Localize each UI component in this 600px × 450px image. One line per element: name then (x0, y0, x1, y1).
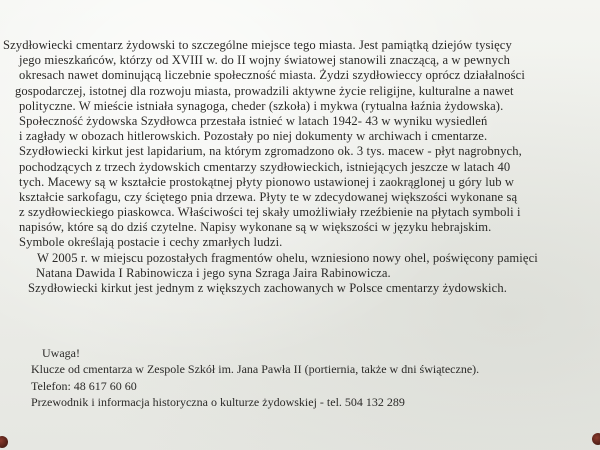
history-text-line: Szydłowiecki cmentarz żydowski to szczególne miejsce tego miasta. Jest pamiątką dziejów tysięcy (3, 38, 512, 52)
history-text-line: Symbole określają postacie i cechy zmarłych ludzi. (19, 235, 283, 250)
notice-keys-info: Klucze od cmentarza w Zespole Szkół im. Jana Pawła II (portiernia, także w dni świąteczne). (31, 362, 480, 377)
mounting-bolt (0, 436, 8, 448)
history-text-line: pochodzących z trzech żydowskich cmentarzy szydłowieckich, istniejących jeszcze w latach 40 (19, 159, 511, 174)
history-text-line: Szydłowiecki kirkut jest jednym z większych zachowanych w Polsce cmentarzy żydowskich. (28, 281, 507, 295)
history-text-line: Szydłowiecki kirkut jest lapidarium, na którym zgromadzono ok. 3 tys. macew - płyt nagrobnych, (19, 144, 522, 159)
visitor-notice (0, 345, 600, 411)
history-text-line: Natana Dawida I Rabinowicza i jego syna Szraga Jaira Rabinowicza. (36, 265, 391, 280)
history-text-line: z szydłowieckiego piaskowca. Właściwości tej skały umożliwiały rzeźbienie na płytach symboli i (19, 205, 521, 220)
history-text-line: Społeczność żydowska Szydłowca przestała istnieć w latach 1942- 43 w wyniku wysiedleń (19, 113, 488, 128)
notice-phone: Telefon: 48 617 60 60 (31, 378, 137, 393)
mounting-bolt (592, 433, 600, 445)
history-text-block (0, 38, 600, 296)
history-text-line: tych. Macewy są w kształcie prostokątnej płyty pionowo ustawionej i zaokrąglonej u góry lub w (19, 174, 515, 189)
history-text-line: polityczne. W mieście istniała synagoga, cheder (szkoła) i mykwa (rytualna łaźnia żydowska). (19, 98, 504, 113)
history-text-line: gospodarczej, istotnej dla rozwoju miasta, prowadzili aktywne życie religijne, kulturalne a nawet (15, 83, 514, 98)
notice-guide-contact: Przewodnik i informacja historyczna o kulturze żydowskiej - tel. 504 132 289 (31, 395, 405, 410)
history-text-line: kształcie sarkofagu, czy ściętego pnia drzewa. Płyty te w zdecydowanej większości wykonane są (19, 189, 518, 204)
history-text-line: napisów, które są do dziś czytelne. Napisy wykonane są w większości w języku hebrajskim. (19, 220, 492, 235)
notice-heading: Uwaga! (42, 346, 80, 360)
history-text-line: okresach nawet dominującą liczebnie społeczność miasta. Żydzi szydłowieccy oprócz działalności (19, 68, 525, 83)
history-text-line: W 2005 r. w miejscu pozostałych fragmentów ohelu, wzniesiono nowy ohel, poświęcony pamięci (37, 250, 538, 265)
history-text-line: i zagłady w obozach hitlerowskich. Pozostały po niej dokumenty w archiwach i cmentarze. (19, 129, 488, 144)
history-text-line: jego mieszkańców, którzy od XVIII w. do II wojny światowej stanowili znaczącą, a w pewnych (19, 53, 511, 68)
